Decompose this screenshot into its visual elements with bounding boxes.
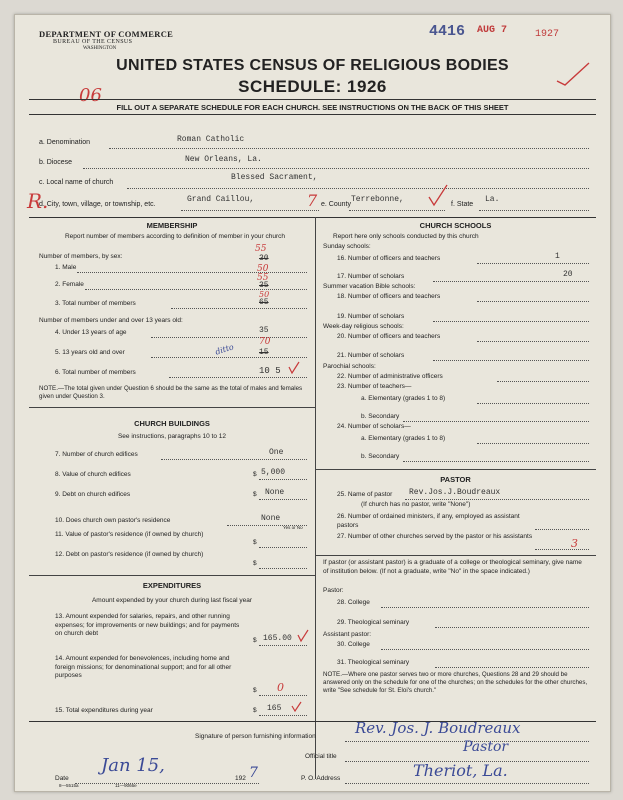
- parochial-schools-label: Parochial schools:: [323, 363, 376, 370]
- q3-value[interactable]: 65: [259, 298, 269, 307]
- q26-line: [535, 529, 589, 530]
- diocese-line: [83, 168, 589, 169]
- q22-label: 22. Number of administrative officers: [337, 373, 443, 380]
- q5-label: 5. 13 years old and over: [55, 349, 125, 356]
- q31-line: [435, 667, 589, 668]
- q30-line: [381, 649, 589, 650]
- q5-value-b[interactable]: 15: [259, 348, 269, 357]
- received-stamp-number: 4416: [429, 23, 466, 40]
- q8-line: [259, 479, 307, 480]
- q16-label: 16. Number of officers and teachers: [337, 255, 441, 262]
- received-stamp-year: 1927: [535, 29, 560, 40]
- county-label: e. County: [321, 201, 351, 208]
- q23-label: 23. Number of teachers—: [337, 383, 412, 390]
- received-stamp-date: AUG 7: [477, 25, 508, 36]
- church-name-line: [127, 188, 589, 189]
- age-label: Number of members under and over 13 years old:: [39, 317, 183, 324]
- address-line: [345, 783, 589, 784]
- expenditures-rule: [29, 575, 315, 576]
- q2-value-c[interactable]: 50: [259, 290, 270, 299]
- q2-label: 2. Female: [55, 281, 84, 288]
- q13-value[interactable]: 165.00: [263, 634, 292, 643]
- membership-intro: Report number of members according to definition of member in your church: [64, 233, 286, 240]
- q25-value[interactable]: Rev.Jos.J.Boudreaux: [409, 488, 501, 497]
- q23b-label: b. Secondary: [361, 413, 400, 420]
- vacation-schools-label: Summer vacation Bible schools:: [323, 283, 416, 290]
- q1-value-a: 55: [255, 244, 267, 254]
- address-label: P. O. Address: [301, 775, 341, 782]
- q14-line: [259, 695, 307, 696]
- q13-line: [259, 645, 307, 646]
- q24-label: 24. Number of scholars—: [337, 423, 411, 430]
- red-r-mark: R.: [27, 189, 49, 213]
- q6-red-tick-icon: [287, 361, 301, 375]
- q29-label: 29. Theological seminary: [337, 619, 410, 626]
- pastor-note: NOTE.—Where one pastor serves two or more churches, Questions 28 and 29 should be answered only on the schedule for one of the churches; on the schedules for the other churches, write "See schedule for St. Eloi's church.": [323, 671, 588, 694]
- red-handwritten-code: 06: [79, 85, 102, 106]
- q12-label: 12. Debt on pastor's residence (if owned by church): [55, 551, 204, 558]
- q20-label: 20. Number of officers and teachers: [337, 333, 441, 340]
- q2-line: [85, 289, 307, 290]
- q14-label: 14. Amount expended for benevolences, including home and foreign missions; for denominational support; and for all other purposes: [55, 655, 232, 679]
- q11-dollar: $: [253, 539, 257, 546]
- q17-line: [433, 281, 589, 282]
- q30-label: 30. College: [337, 641, 370, 648]
- q19-line: [433, 321, 589, 322]
- state-value[interactable]: La.: [485, 195, 500, 204]
- q1-label: 1. Male: [55, 264, 77, 271]
- print-code-1: 8—5515a: [59, 783, 79, 788]
- q14-dollar: $: [253, 687, 257, 694]
- q4-value[interactable]: 35: [259, 326, 269, 335]
- q8-dollar: $: [253, 471, 257, 478]
- year-prefix: 192: [235, 775, 246, 782]
- q1-line: [77, 272, 307, 273]
- diocese-value[interactable]: New Orleans, La.: [185, 155, 262, 164]
- q7-value[interactable]: One: [269, 448, 284, 457]
- q27-line: [535, 549, 589, 550]
- date-line: [75, 783, 259, 784]
- college-note: If pastor (or assistant pastor) is a graduate of a college or theological seminary, give name of institution below. (If not a graduate, write "No" in the space indicated.): [323, 559, 582, 575]
- sunday-schools-label: Sunday schools:: [323, 243, 371, 250]
- q9-line: [259, 499, 307, 500]
- q9-value[interactable]: None: [265, 488, 285, 497]
- q9-dollar: $: [253, 491, 257, 498]
- membership-note: NOTE.—The total given under Question 6 should be the same as the total of males and females given under Question 3.: [39, 385, 303, 400]
- q9-label: 9. Debt on church edifices: [55, 491, 131, 498]
- q6-line: [169, 377, 307, 378]
- city-label: d. City, town, village, or township, etc.: [39, 201, 156, 208]
- q1-value-c[interactable]: 50: [257, 264, 269, 274]
- red-city-mark: 7: [307, 191, 318, 210]
- q24b-label: b. Secondary: [361, 453, 400, 460]
- q26-label: 26. Number of ordained ministers, if any, employed as assistant pastors: [337, 513, 520, 529]
- q15-line: [259, 715, 307, 716]
- print-code-2: 11—9066e: [115, 783, 137, 788]
- q23a-line: [477, 403, 589, 404]
- grid-top-rule: [29, 217, 596, 218]
- denomination-line: [109, 148, 589, 149]
- diocese-label: b. Diocese: [39, 159, 73, 166]
- q19-label: 19. Number of scholars: [337, 313, 405, 320]
- q15-red-tick-icon: [291, 701, 303, 713]
- city-value[interactable]: Grand Caillou,: [187, 195, 255, 204]
- pastor-rule: [315, 469, 596, 470]
- q10-label: 10. Does church own pastor's residence: [55, 517, 171, 524]
- q3-line: [171, 308, 307, 309]
- membership-heading: MEMBERSHIP: [146, 221, 198, 230]
- church-name-value[interactable]: Blessed Sacrament,: [231, 173, 318, 182]
- q8-value[interactable]: 5,000: [261, 468, 286, 477]
- q17-label: 17. Number of scholars: [337, 273, 405, 280]
- q16-line: [477, 263, 589, 264]
- q12-dollar: $: [253, 560, 257, 567]
- q31-label: 31. Theological seminary: [337, 659, 410, 666]
- buildings-subtitle: See instructions, paragraphs 10 to 12: [117, 433, 227, 440]
- q4-line: [151, 337, 307, 338]
- church-name-label: c. Local name of church: [39, 179, 114, 186]
- q28-label: 28. College: [337, 599, 370, 606]
- top-rule: [29, 99, 596, 100]
- census-schedule-form: [14, 14, 611, 792]
- q5-value-a: 70: [259, 337, 271, 347]
- form-title: UNITED STATES CENSUS OF RELIGIOUS BODIES: [116, 57, 509, 74]
- q5-line: [151, 357, 307, 358]
- expenditures-subtitle: Amount expended by your church during last fiscal year: [91, 597, 253, 604]
- city-line: [181, 210, 319, 211]
- q10-value[interactable]: None: [261, 514, 281, 523]
- q13-label: 13. Amount expended for salaries, repairs, and other running expenses; for improvements or new buildings; and for payments on church debt: [55, 613, 240, 637]
- q5-ditto-note: ditto: [214, 342, 235, 357]
- buildings-heading: CHURCH BUILDINGS: [134, 419, 210, 428]
- denomination-value[interactable]: Roman Catholic: [177, 135, 245, 144]
- q18-label: 18. Number of officers and teachers: [337, 293, 441, 300]
- q27-label: 27. Number of other churches served by the pastor or his assistants: [337, 533, 533, 540]
- q8-label: 8. Value of church edifices: [55, 471, 131, 478]
- q23a-label: a. Elementary (grades 1 to 8): [361, 395, 446, 402]
- city-heading: WASHINGTON: [83, 46, 117, 51]
- q24a-label: a. Elementary (grades 1 to 8): [361, 435, 446, 442]
- schools-heading: CHURCH SCHOOLS: [419, 221, 492, 230]
- q13-dollar: $: [253, 637, 257, 644]
- q4-label: 4. Under 13 years of age: [55, 329, 127, 336]
- q23b-line: [403, 421, 589, 422]
- q7-line: [161, 459, 307, 460]
- date-value[interactable]: Jan 15,: [101, 755, 165, 776]
- q15-value[interactable]: 165: [267, 704, 282, 713]
- schedule-title: SCHEDULE: 1926: [238, 77, 387, 96]
- official-title-label: Official title: [305, 753, 337, 760]
- column-divider: [315, 217, 316, 779]
- by-sex-label: Number of members, by sex:: [39, 253, 123, 260]
- instructions-line: FILL OUT A SEPARATE SCHEDULE FOR EACH CHURCH. SEE INSTRUCTIONS ON THE BACK OF THIS SHEET: [116, 103, 509, 112]
- assistant-sub-label: Assistant pastor:: [323, 631, 372, 638]
- q11-line: [259, 547, 307, 548]
- signature-label: Signature of person furnishing information: [195, 733, 316, 740]
- signature-value[interactable]: Rev. Jos. J. Boudreaux: [355, 719, 521, 737]
- expenditures-heading: EXPENDITURES: [142, 581, 202, 590]
- pastor-heading: PASTOR: [440, 475, 471, 484]
- q25-hint: (If church has no pastor, write "None"): [361, 501, 471, 508]
- county-value[interactable]: Terrebonne,: [351, 195, 404, 204]
- q24a-line: [477, 443, 589, 444]
- q13-red-tick-icon: [297, 629, 309, 643]
- q21-line: [433, 360, 589, 361]
- q11-label: 11. Value of pastor's residence (if owned by church): [55, 531, 204, 538]
- q16-value[interactable]: 1: [555, 252, 560, 261]
- q27-value[interactable]: 3: [571, 537, 578, 550]
- q18-line: [477, 301, 589, 302]
- q10-hint: Yes or No: [283, 525, 303, 530]
- q14-value[interactable]: 0: [277, 681, 284, 694]
- q2-value-a: 55: [257, 273, 269, 283]
- buildings-rule: [29, 407, 315, 408]
- year-suffix[interactable]: 7: [249, 765, 258, 781]
- q22-line: [497, 381, 589, 382]
- official-title-value[interactable]: Pastor: [463, 739, 509, 755]
- q24b-line: [403, 461, 589, 462]
- q12-line: [259, 568, 307, 569]
- date-label: Date: [55, 775, 69, 782]
- q15-dollar: $: [253, 707, 257, 714]
- q6-value[interactable]: 10 5: [259, 366, 281, 376]
- weekday-schools-label: Week-day religious schools:: [323, 323, 404, 330]
- q29-line: [435, 627, 589, 628]
- instructions-rule: [29, 114, 596, 115]
- q15-label: 15. Total expenditures during year: [55, 707, 153, 714]
- q25-label: 25. Name of pastor: [337, 491, 393, 498]
- schools-intro: Report here only schools conducted by this church: [333, 233, 479, 240]
- denomination-label: a. Denomination: [39, 139, 90, 146]
- bureau-heading: BUREAU OF THE CENSUS: [53, 39, 133, 45]
- q17-value[interactable]: 20: [563, 270, 573, 279]
- q2-value-b: 35: [259, 281, 269, 290]
- q20-line: [477, 341, 589, 342]
- q1-value-b: 30: [259, 254, 269, 263]
- state-line: [479, 210, 589, 211]
- red-tick-icon: [427, 183, 451, 209]
- pastor-sub-label: Pastor:: [323, 587, 344, 594]
- county-line: [349, 210, 445, 211]
- q21-label: 21. Number of scholars: [337, 352, 405, 359]
- q7-label: 7. Number of church edifices: [55, 451, 138, 458]
- q6-label: 6. Total number of members: [55, 369, 136, 376]
- department-heading: DEPARTMENT OF COMMERCE: [39, 29, 174, 39]
- q28-line: [381, 607, 589, 608]
- college-rule: [315, 555, 596, 556]
- address-value[interactable]: Theriot, La.: [413, 761, 508, 780]
- state-label: f. State: [451, 201, 474, 208]
- q3-label: 3. Total number of members: [55, 300, 136, 307]
- q25-line: [405, 499, 589, 500]
